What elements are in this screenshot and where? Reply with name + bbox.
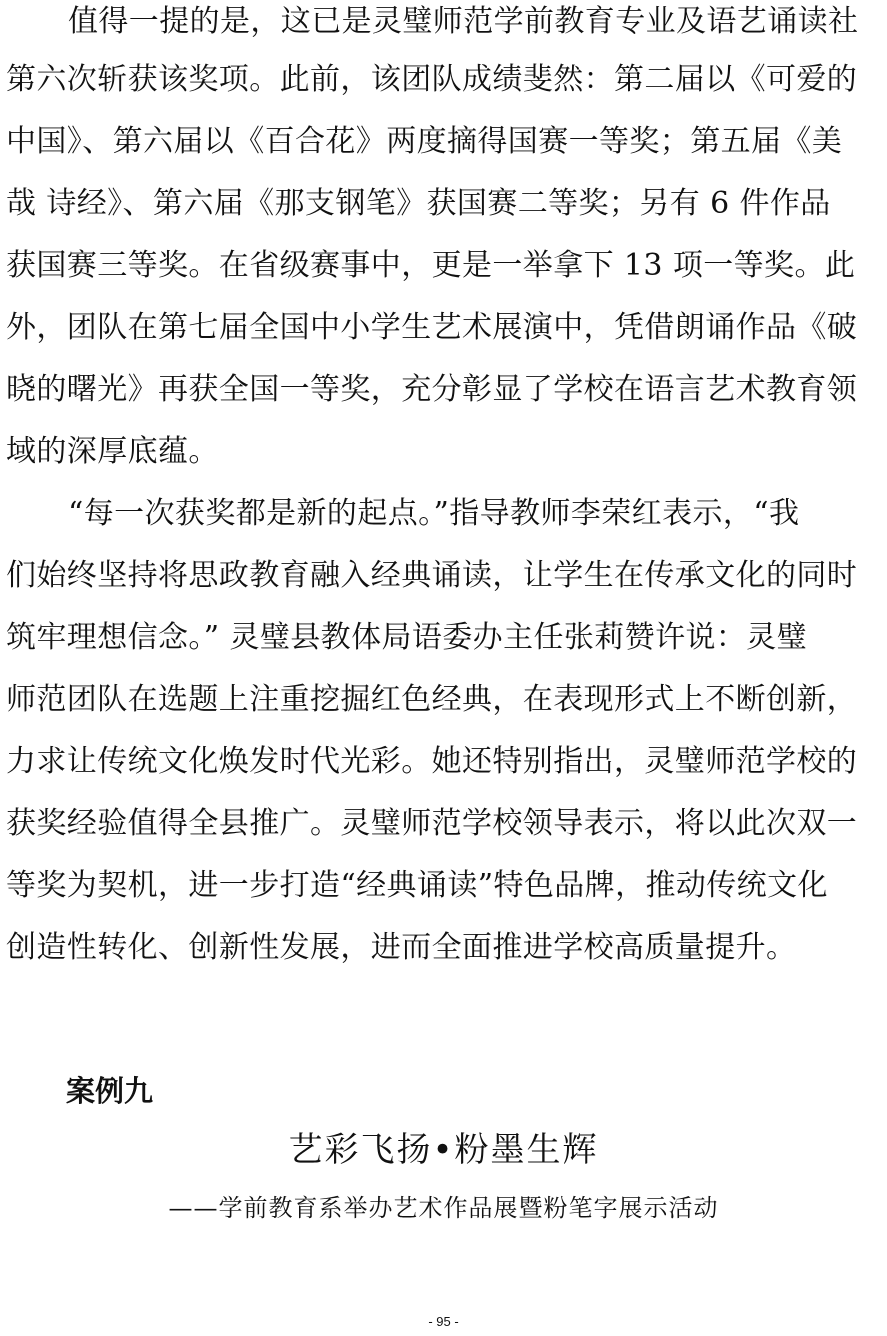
paragraph-line: 等奖为契机，进一步打造“经典诵读”特色品牌，推动传统文化 [6, 868, 828, 903]
paragraph-line: 值得一提的是，这已是灵璧师范学前教育专业及语艺诵读社 [68, 4, 859, 39]
case-label: 案例九 [66, 1074, 154, 1108]
case-subtitle: ——学前教育系举办艺术作品展暨粉笔字展示活动 [168, 1194, 719, 1222]
paragraph-line: 创造性转化、创新性发展，进而全面推进学校高质量提升。 [6, 930, 797, 965]
paragraph-line: 力求让传统文化焕发时代光彩。她还特别指出，灵璧师范学校的 [6, 744, 858, 779]
paragraph-line: 中国》、第六届以《百合花》两度摘得国赛一等奖；第五届《美 [6, 124, 843, 159]
paragraph-line: 们始终坚持将思政教育融入经典诵读，让学生在传承文化的同时 [6, 558, 858, 593]
paragraph-line: “每一次获奖都是新的起点。”指导教师李荣红表示，“我 [68, 496, 800, 531]
paragraph-line: 筑牢理想信念。” 灵璧县教体局语委办主任张莉赞许说：灵璧 [6, 620, 808, 655]
paragraph-line: 获奖经验值得全县推广。灵璧师范学校领导表示，将以此次双一 [6, 806, 858, 841]
paragraph-line: 外，团队在第七届全国中小学生艺术展演中，凭借朗诵作品《破 [6, 310, 858, 345]
page-number: - 95 - [428, 1314, 459, 1329]
paragraph-line: 第六次斩获该奖项。此前，该团队成绩斐然：第二届以《可爱的 [6, 62, 858, 97]
paragraph-line: 哉 诗经》、第六届《那支钢笔》获国赛二等奖；另有 6 件作品 [6, 186, 831, 221]
paragraph-line: 域的深厚底蕴。 [6, 434, 219, 469]
paragraph-line: 晓的曙光》再获全国一等奖，充分彰显了学校在语言艺术教育领 [6, 372, 858, 407]
case-title: 艺彩飞扬•粉墨生辉 [288, 1130, 599, 1170]
paragraph-line: 师范团队在选题上注重挖掘红色经典，在表现形式上不断创新， [6, 682, 858, 717]
paragraph-line: 获国赛三等奖。在省级赛事中，更是一举拿下 13 项一等奖。此 [6, 248, 856, 283]
